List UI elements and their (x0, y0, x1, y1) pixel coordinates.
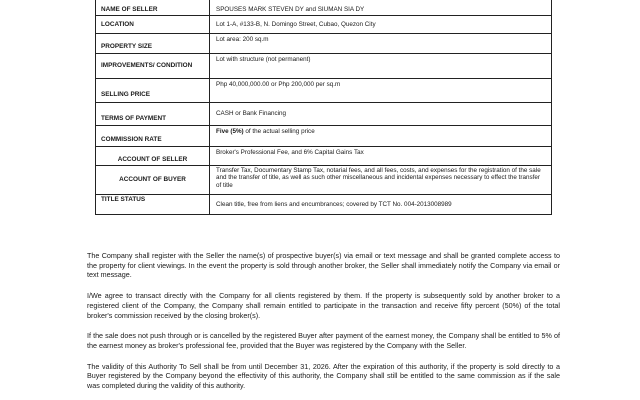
table-row (96, 79, 552, 103)
paragraph: The Company shall register with the Seller the name(s) of prospective buyer(s) via email or text message and shall be granted complete access to the property for client viewings. In the event the property is sold through another broker, the Seller shall immediately notify the Company via email or text message. (87, 251, 560, 280)
table-row (96, 34, 552, 54)
commission-rate-bold: Five (5%) (216, 128, 244, 135)
row-label: COMMISSION RATE (96, 126, 210, 147)
row-label: PROPERTY SIZE (96, 34, 210, 54)
table-row (96, 147, 552, 166)
row-label: ACCOUNT OF BUYER (96, 166, 210, 195)
row-label: TITLE STATUS (96, 195, 210, 215)
row-value: Transfer Tax, Documentary Stamp Tax, notarial fees, and all fees, costs, and expenses for the registration of the sale and the transfer of title, as well as such other miscellaneous and incidental expenses necessary to effect the transfer of title (210, 166, 552, 195)
row-value: Clean title, free from liens and encumbrances; covered by TCT No. 004-2013008989 (210, 195, 552, 215)
row-value: Php 40,000,000.00 or Php 200,000 per sq.m (210, 79, 552, 103)
property-details-table (95, 0, 552, 215)
paragraph: The validity of this Authority To Sell shall be from until December 31, 2026. After the expiration of this authority, if the property is sold directly to a Buyer registered by the Company beyond the effectivity of this authority, the Company shall still be entitled to the same commission as if the sale was completed during the validity of this authority. (87, 361, 560, 391)
commission-rate-rest: of the actual selling price (243, 128, 315, 135)
table-row (96, 195, 552, 215)
row-value: Lot with structure (not permanent) (210, 54, 552, 79)
terms-paragraphs (87, 251, 560, 400)
row-value: Broker's Professional Fee, and 6% Capital Gains Tax (210, 147, 552, 166)
table-row (96, 103, 552, 126)
row-value: SPOUSES MARK STEVEN DY and SIUMAN SIA DY (210, 0, 552, 16)
row-label: SELLING PRICE (96, 79, 210, 103)
row-value (210, 126, 552, 147)
row-value: Lot area: 200 sq.m (210, 34, 552, 54)
row-label: ACCOUNT OF SELLER (96, 147, 210, 166)
table-row (96, 0, 552, 16)
row-label: LOCATION (96, 16, 210, 34)
row-label: IMPROVEMENTS/ CONDITION (96, 54, 210, 79)
paragraph: I/We agree to transact directly with the Company for all clients registered by them. If the property is subsequently sold by another broker to a registered client of the Company, the Company shall remain entitled to participate in the transaction and receive fifty percent (50%) of the total broker's commission received by the closing broker(s). (87, 291, 560, 320)
table-row (96, 166, 552, 195)
row-label: NAME OF SELLER (96, 0, 210, 16)
table-row (96, 126, 552, 147)
paragraph: If the sale does not push through or is cancelled by the registered Buyer after payment of the earnest money, the Company shall be entitled to 5% of the earnest money as broker's professional fee, provided that the Buyer was registered by the Company with the Seller. (87, 331, 560, 350)
row-label: TERMS OF PAYMENT (96, 103, 210, 126)
row-value: Lot 1-A, #133-B, N. Domingo Street, Cubao, Quezon City (210, 16, 552, 34)
table-row (96, 16, 552, 34)
table-row (96, 54, 552, 79)
row-value: CASH or Bank Financing (210, 103, 552, 126)
